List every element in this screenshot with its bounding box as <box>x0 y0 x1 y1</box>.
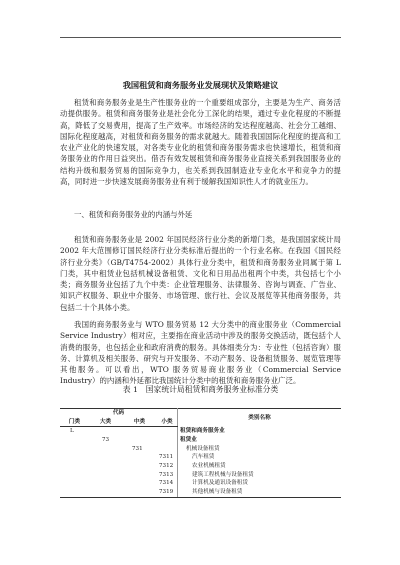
cell-xiaolei: 7314 <box>157 479 178 488</box>
cell-menlei <box>60 453 89 462</box>
cell-xiaolei <box>157 436 178 445</box>
cell-category-name: 汽车租赁 <box>192 454 215 461</box>
paragraph-intro: 租赁和商务服务业是生产性服务业的一个重要组成部分，主要是为生产、商务活动提供服务。租赁和商务服务业是社会化分工深化的结果，通过专业化程度的不断提高，降低了交易费用，提高了生产效率。市场经济的发达程度越高、社会分工越细、国际化程度越高，对租赁和商务服务的需求就越大。随着我国国际化程度的提高和工农业产业化的快速发展，对各类专业化的租赁和商务服务需求也快速增长，租赁和商务服务业的作用日益突出。借否有效发展租赁和商务服务业直接关系到我国服务业的结构升级和服务贸易的国际竞争力，也关系到我国制造业专业化水平和竞争力的提高，同时进一步快速发展商务服务业有利于缓解我国知识性人才的就业压力。 <box>60 98 341 187</box>
cell-category-name: 租赁和商务服务业 <box>180 428 225 435</box>
table-row <box>60 445 341 454</box>
cell-category-name: 计算机及通讯设备租赁 <box>192 480 248 487</box>
paragraph-classification: 租赁和商务服务业是 2002 年国民经济行业分类的新增门类，是我国国家统计局 2002 年大范围修订国民经济行业分类标准后提出的一个行业名称。在我国《国民经济行业分类》（GB/T4754-2002）具体行业分类中，租赁和商务服务业同属于第 L 门类，其中租赁业包括机械设备租赁、文化和日用品出租两个中类，共包括七个小类；商务服务业包括了九个中类：企业管理服务、法律服务、咨询与调查、广告业、知识产权服务、职业中介服务、市场管理、旅行社、会议及展览等其他商务服务，共包括二十个具体小类。 <box>60 235 341 312</box>
cell-menlei <box>60 436 89 445</box>
header-zhonglei: 中类 <box>122 418 157 427</box>
cell-dalei <box>89 453 122 462</box>
table-row <box>60 471 341 480</box>
cell-zhonglei <box>122 471 157 480</box>
table-caption: 表 1 国家统计局租赁和商务服务业标准分类 <box>122 385 279 394</box>
header-category-name: 类别名称 <box>178 409 342 427</box>
cell-dalei <box>89 462 122 471</box>
cell-zhonglei <box>122 462 157 471</box>
header-dalei: 大类 <box>89 418 122 427</box>
cell-dalei <box>89 445 122 454</box>
table-row <box>60 453 341 462</box>
table-row <box>60 488 341 497</box>
table-row <box>60 479 341 488</box>
cell-category-name: 机械设备租赁 <box>186 445 220 452</box>
cell-menlei <box>60 471 89 480</box>
cell-zhonglei: 731 <box>132 445 143 452</box>
table-row <box>60 427 341 436</box>
cell-dalei <box>89 479 122 488</box>
cell-xiaolei: 7311 <box>157 453 178 462</box>
header-xiaolei: 小类 <box>157 418 178 427</box>
table-row <box>60 462 341 471</box>
cell-menlei <box>60 488 89 497</box>
table-row <box>60 436 341 445</box>
cell-xiaolei: 7312 <box>157 462 178 471</box>
paragraph-wto: 我国的商务服务业与 WTO 服务贸易 12 大分类中的商业服务业（Commercial Service Industry）相对应，主要指在商业活动中涉及的服务交换活动，既包括个人消费的服务，也包括企业和政府消费的服务。具体细类分为：专业性（包括咨询）服务、计算机及相关服务、研究与开发服务、不动产服务、设备租赁服务、展览管理等其他服务。可以看出，WTO 服务贸易商业服务业（Commercial Service Industry）的内涵和外延都比我国统计分类中的租赁和商务服务业广泛。 <box>60 320 341 386</box>
cell-dalei <box>89 427 122 436</box>
cell-category-name: 农业机械租赁 <box>192 463 226 470</box>
cell-category-name: 租赁业 <box>180 437 197 444</box>
cell-dalei <box>89 488 122 497</box>
cell-xiaolei <box>157 427 178 436</box>
table-header-row <box>60 409 341 418</box>
header-rule <box>60 37 341 38</box>
cell-zhonglei <box>122 427 157 436</box>
cell-zhonglei <box>122 453 157 462</box>
cell-zhonglei <box>122 488 157 497</box>
cell-menlei <box>60 479 89 488</box>
paper-title: 我国租赁和商务服务业发展现状及策略建议 <box>122 80 279 90</box>
cell-dalei <box>89 471 122 480</box>
cell-dalei: 73 <box>102 437 110 444</box>
cell-xiaolei: 7313 <box>157 471 178 480</box>
cell-zhonglei <box>122 436 157 445</box>
cell-category-name: 其他机械与设备租赁 <box>178 488 342 497</box>
header-code: 代码 <box>60 409 178 418</box>
table-body <box>60 427 341 498</box>
cell-menlei <box>60 462 89 471</box>
cell-xiaolei <box>157 445 178 454</box>
cell-category-name: 建筑工程机械与设备租赁 <box>192 471 254 478</box>
section-heading: 一、租赁和商务服务业的内涵与外延 <box>74 210 193 219</box>
cell-menlei <box>60 445 89 454</box>
cell-xiaolei: 7319 <box>157 488 178 497</box>
header-menlei: 门类 <box>60 418 89 427</box>
classification-table <box>60 408 341 498</box>
cell-menlei: L <box>70 428 74 435</box>
cell-zhonglei <box>122 479 157 488</box>
